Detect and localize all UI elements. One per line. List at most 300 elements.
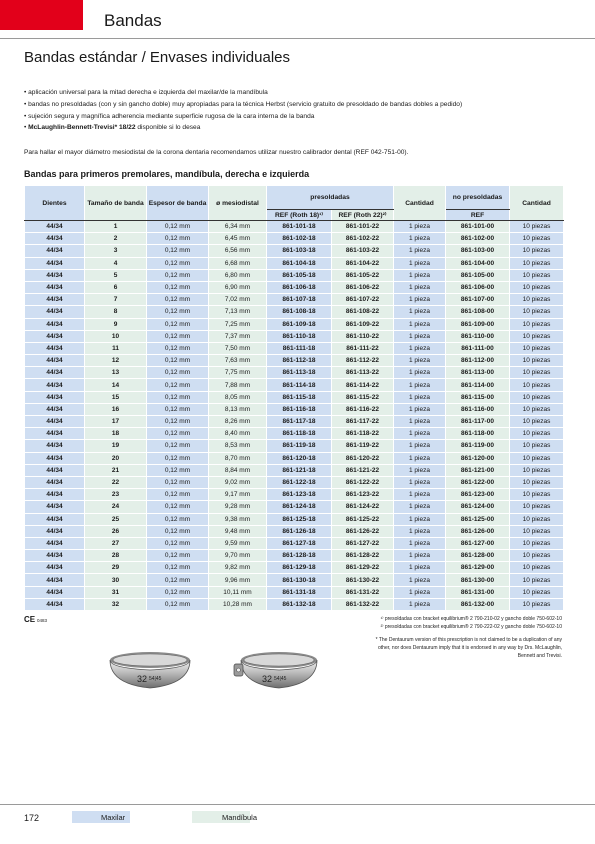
cell-espesor: 0,12 mm [147,318,209,330]
cell-cantidad-2: 10 piezas [510,355,564,367]
cell-cantidad-2: 10 piezas [510,501,564,513]
table-row [25,416,564,428]
cell-diametro: 8,05 mm [209,391,267,403]
cell-ref-roth-22: 861-131-22 [332,586,394,598]
cell-dientes: 44/34 [25,355,85,367]
cell-diametro: 9,82 mm [209,562,267,574]
cell-ref-roth-18: 861-125-18 [267,513,332,525]
cell-espesor: 0,12 mm [147,598,209,610]
cell-ref-roth-22: 861-119-22 [332,440,394,452]
page-title: Bandas [104,11,162,30]
table-row [25,489,564,501]
cell-ref-roth-22: 861-103-22 [332,245,394,257]
cell-ref: 861-108-00 [446,306,510,318]
table-row [25,537,564,549]
cell-cantidad-2: 10 piezas [510,233,564,245]
cell-espesor: 0,12 mm [147,416,209,428]
table-row [25,586,564,598]
cell-cantidad-2: 10 piezas [510,464,564,476]
cell-ref-roth-18: 861-121-18 [267,464,332,476]
cell-cantidad-2: 10 piezas [510,525,564,537]
cell-tamano: 27 [85,537,147,549]
cell-espesor: 0,12 mm [147,306,209,318]
cell-espesor: 0,12 mm [147,281,209,293]
cell-espesor: 0,12 mm [147,355,209,367]
cell-tamano: 23 [85,489,147,501]
cell-cantidad: 1 pieza [394,330,446,342]
cell-ref: 861-121-00 [446,464,510,476]
cell-ref: 861-101-00 [446,221,510,233]
cell-cantidad: 1 pieza [394,513,446,525]
cell-ref-roth-22: 861-128-22 [332,550,394,562]
cell-espesor: 0,12 mm [147,440,209,452]
cell-ref: 861-128-00 [446,550,510,562]
ce-mark: CE [24,615,36,624]
header-cantidad: Cantidad [394,186,446,221]
band-size-label: 32 [262,674,273,684]
cell-dientes: 44/34 [25,416,85,428]
cell-dientes: 44/34 [25,537,85,549]
cell-tamano: 17 [85,416,147,428]
cell-dientes: 44/34 [25,452,85,464]
cell-dientes: 44/34 [25,233,85,245]
legend-label-maxilar: Maxilar [101,813,126,822]
cell-cantidad: 1 pieza [394,281,446,293]
cell-dientes: 44/34 [25,391,85,403]
cell-diametro: 10,28 mm [209,598,267,610]
cell-ref-roth-18: 861-106-18 [267,281,332,293]
cell-cantidad: 1 pieza [394,318,446,330]
cell-espesor: 0,12 mm [147,330,209,342]
cell-ref: 861-112-00 [446,355,510,367]
cell-dientes: 44/34 [25,562,85,574]
cell-dientes: 44/34 [25,501,85,513]
cell-diametro: 8,26 mm [209,416,267,428]
cell-ref-roth-18: 861-123-18 [267,489,332,501]
table-title: Bandas para primeros premolares, mandíbula, derecha e izquierda [24,169,310,179]
cell-tamano: 5 [85,269,147,281]
cell-cantidad-2: 10 piezas [510,537,564,549]
cell-ref-roth-22: 861-130-22 [332,574,394,586]
brand-red-block [0,0,83,30]
cell-dientes: 44/34 [25,464,85,476]
cell-espesor: 0,12 mm [147,476,209,488]
cell-ref: 861-132-00 [446,598,510,610]
cell-cantidad: 1 pieza [394,391,446,403]
cell-ref: 861-120-00 [446,452,510,464]
cell-tamano: 3 [85,245,147,257]
cell-tamano: 22 [85,476,147,488]
cell-ref-roth-18: 861-108-18 [267,306,332,318]
cell-tamano: 10 [85,330,147,342]
cell-diametro: 7,63 mm [209,355,267,367]
cell-ref: 861-129-00 [446,562,510,574]
cell-cantidad: 1 pieza [394,221,446,233]
cell-ref-roth-18: 861-124-18 [267,501,332,513]
cell-cantidad-2: 10 piezas [510,257,564,269]
cell-dientes: 44/34 [25,318,85,330]
table-row [25,294,564,306]
cell-ref-roth-18: 861-110-18 [267,330,332,342]
cell-ref-roth-22: 861-123-22 [332,489,394,501]
cell-cantidad-2: 10 piezas [510,452,564,464]
table-row [25,464,564,476]
cell-cantidad-2: 10 piezas [510,342,564,354]
cell-diametro: 7,75 mm [209,367,267,379]
bands-table [24,185,564,611]
table-row [25,428,564,440]
table-row [25,355,564,367]
table-row [25,257,564,269]
cell-ref-roth-18: 861-111-18 [267,342,332,354]
cell-ref-roth-18: 861-130-18 [267,574,332,586]
cell-cantidad: 1 pieza [394,537,446,549]
cell-ref: 861-111-00 [446,342,510,354]
cell-ref-roth-18: 861-128-18 [267,550,332,562]
cell-tamano: 11 [85,342,147,354]
cell-ref-roth-22: 861-104-22 [332,257,394,269]
cell-ref-roth-22: 861-116-22 [332,403,394,415]
cell-dientes: 44/34 [25,403,85,415]
table-row [25,269,564,281]
cell-tamano: 9 [85,318,147,330]
cell-ref-roth-22: 861-122-22 [332,476,394,488]
cell-ref-roth-22: 861-107-22 [332,294,394,306]
cell-dientes: 44/34 [25,598,85,610]
ce-mark-number: 0483 [37,618,48,623]
cell-ref-roth-22: 861-102-22 [332,233,394,245]
cell-cantidad-2: 10 piezas [510,598,564,610]
bullet-item: • bandas no presoldadas (con y sin gancho doble) muy apropiadas para la técnica Herbst (servicio gratuito de presoldado de bandas dobles a pedido) [24,100,463,108]
table-row [25,598,564,610]
cell-cantidad: 1 pieza [394,476,446,488]
cell-ref-roth-18: 861-116-18 [267,403,332,415]
cell-ref: 861-130-00 [446,574,510,586]
cell-cantidad: 1 pieza [394,586,446,598]
cell-cantidad-2: 10 piezas [510,245,564,257]
cell-diametro: 8,84 mm [209,464,267,476]
cell-cantidad: 1 pieza [394,525,446,537]
cell-ref-roth-22: 861-111-22 [332,342,394,354]
cell-ref-roth-18: 861-107-18 [267,294,332,306]
cell-diametro: 8,70 mm [209,452,267,464]
cell-dientes: 44/34 [25,367,85,379]
cell-tamano: 18 [85,428,147,440]
cell-cantidad-2: 10 piezas [510,367,564,379]
table-row [25,367,564,379]
cell-ref: 861-103-00 [446,245,510,257]
band-image-hooked [232,648,322,694]
cell-ref: 861-124-00 [446,501,510,513]
cell-ref-roth-18: 861-132-18 [267,598,332,610]
cell-tamano: 7 [85,294,147,306]
cell-cantidad: 1 pieza [394,550,446,562]
cell-cantidad-2: 10 piezas [510,306,564,318]
cell-cantidad: 1 pieza [394,598,446,610]
cell-dientes: 44/34 [25,525,85,537]
cell-ref-roth-18: 861-115-18 [267,391,332,403]
cell-ref-roth-18: 861-120-18 [267,452,332,464]
cell-cantidad-2: 10 piezas [510,562,564,574]
cell-cantidad: 1 pieza [394,440,446,452]
cell-espesor: 0,12 mm [147,221,209,233]
cell-ref-roth-22: 861-126-22 [332,525,394,537]
cell-ref-roth-18: 861-118-18 [267,428,332,440]
cell-dientes: 44/34 [25,513,85,525]
cell-cantidad: 1 pieza [394,269,446,281]
header-no-presoldadas: no presoldadas [446,186,510,210]
cell-ref-roth-18: 861-101-18 [267,221,332,233]
cell-tamano: 4 [85,257,147,269]
table-row [25,330,564,342]
cell-cantidad: 1 pieza [394,416,446,428]
table-row [25,562,564,574]
cell-ref-roth-22: 861-117-22 [332,416,394,428]
cell-diametro: 8,53 mm [209,440,267,452]
header-cantidad-2: Cantidad [510,186,564,221]
cell-ref: 861-116-00 [446,403,510,415]
bullet-text: disponible si lo desea [135,124,201,132]
table-row [25,221,564,233]
footer-divider [0,804,595,805]
cell-ref-roth-18: 861-105-18 [267,269,332,281]
cell-cantidad: 1 pieza [394,562,446,574]
header-divider [0,38,595,39]
cell-ref-roth-18: 861-104-18 [267,257,332,269]
cell-ref-roth-18: 861-113-18 [267,367,332,379]
header-dientes: Dientes [25,186,85,221]
cell-ref-roth-22: 861-132-22 [332,598,394,610]
header-tamano: Tamaño de banda [85,186,147,221]
cell-ref: 861-122-00 [446,476,510,488]
cell-espesor: 0,12 mm [147,525,209,537]
cell-cantidad-2: 10 piezas [510,281,564,293]
cell-cantidad-2: 10 piezas [510,269,564,281]
cell-cantidad: 1 pieza [394,574,446,586]
cell-diametro: 9,59 mm [209,537,267,549]
cell-diametro: 7,25 mm [209,318,267,330]
cell-cantidad: 1 pieza [394,257,446,269]
cell-ref-roth-18: 861-122-18 [267,476,332,488]
cell-tamano: 15 [85,391,147,403]
cell-dientes: 44/34 [25,476,85,488]
cell-cantidad-2: 10 piezas [510,294,564,306]
cell-diametro: 9,70 mm [209,550,267,562]
cell-dientes: 44/34 [25,489,85,501]
cell-espesor: 0,12 mm [147,342,209,354]
cell-diametro: 7,88 mm [209,379,267,391]
legend-label-mandibula: Mandíbula [222,813,258,822]
cell-cantidad: 1 pieza [394,403,446,415]
cell-dientes: 44/34 [25,257,85,269]
cell-cantidad: 1 pieza [394,452,446,464]
header-ref: REF [446,210,510,221]
header-ref-roth-18: REF (Roth 18)¹⁾ [267,210,332,221]
cell-espesor: 0,12 mm [147,403,209,415]
cell-diametro: 8,40 mm [209,428,267,440]
cell-cantidad-2: 10 piezas [510,574,564,586]
cell-cantidad-2: 10 piezas [510,403,564,415]
cell-ref: 861-113-00 [446,367,510,379]
cell-ref-roth-22: 861-105-22 [332,269,394,281]
cell-ref-roth-18: 861-114-18 [267,379,332,391]
cell-cantidad-2: 10 piezas [510,428,564,440]
cell-cantidad: 1 pieza [394,501,446,513]
cell-dientes: 44/34 [25,379,85,391]
cell-ref: 861-118-00 [446,428,510,440]
cell-cantidad-2: 10 piezas [510,416,564,428]
cell-cantidad: 1 pieza [394,367,446,379]
cell-dientes: 44/34 [25,269,85,281]
cell-ref-roth-18: 861-102-18 [267,233,332,245]
cell-diametro: 8,13 mm [209,403,267,415]
cell-ref: 861-119-00 [446,440,510,452]
cell-ref-roth-18: 861-117-18 [267,416,332,428]
cell-cantidad: 1 pieza [394,245,446,257]
table-row [25,440,564,452]
cell-tamano: 32 [85,598,147,610]
cell-espesor: 0,12 mm [147,550,209,562]
table-row [25,501,564,513]
cell-cantidad-2: 10 piezas [510,221,564,233]
cell-cantidad-2: 10 piezas [510,476,564,488]
band-image-plain [105,648,195,694]
cell-tamano: 12 [85,355,147,367]
cell-diametro: 6,34 mm [209,221,267,233]
cell-espesor: 0,12 mm [147,391,209,403]
cell-tamano: 31 [85,586,147,598]
bullet-item [24,122,462,134]
table-row [25,245,564,257]
band-size-label: 32 [137,674,148,684]
cell-tamano: 24 [85,501,147,513]
cell-ref-roth-22: 861-110-22 [332,330,394,342]
cell-espesor: 0,12 mm [147,574,209,586]
section-title: Bandas estándar / Envases individuales [24,49,291,66]
cell-cantidad-2: 10 piezas [510,330,564,342]
bullet-bold-text: McLaughlin-Bennett-Trevisi* 18/22 [28,124,136,132]
cell-cantidad: 1 pieza [394,355,446,367]
cell-ref-roth-22: 861-121-22 [332,464,394,476]
cell-tamano: 29 [85,562,147,574]
cell-tamano: 8 [85,306,147,318]
cell-cantidad: 1 pieza [394,489,446,501]
cell-ref: 861-123-00 [446,489,510,501]
cell-cantidad-2: 10 piezas [510,379,564,391]
cell-diametro: 6,68 mm [209,257,267,269]
cell-ref-roth-18: 861-109-18 [267,318,332,330]
table-row [25,452,564,464]
cell-ref: 861-114-00 [446,379,510,391]
cell-ref: 861-110-00 [446,330,510,342]
header-diametro: ø mesiodistal [209,186,267,221]
cell-dientes: 44/34 [25,221,85,233]
cell-tamano: 14 [85,379,147,391]
cell-ref: 861-107-00 [446,294,510,306]
cell-cantidad-2: 10 piezas [510,586,564,598]
table-row [25,318,564,330]
cell-cantidad: 1 pieza [394,428,446,440]
cell-espesor: 0,12 mm [147,464,209,476]
table-row [25,379,564,391]
table-body [25,221,564,611]
cell-ref-roth-22: 861-129-22 [332,562,394,574]
bullet-item: • sujeción segura y magnífica adherencia mediante superficie rugosa de la cara interna de la banda [24,112,315,120]
cell-espesor: 0,12 mm [147,452,209,464]
header-ref-roth-22: REF (Roth 22)²⁾ [332,210,394,221]
cell-diametro: 6,45 mm [209,233,267,245]
cell-espesor: 0,12 mm [147,294,209,306]
cell-tamano: 6 [85,281,147,293]
cell-espesor: 0,12 mm [147,489,209,501]
cell-diametro: 9,96 mm [209,574,267,586]
cell-ref-roth-18: 861-129-18 [267,562,332,574]
cell-ref-roth-22: 861-106-22 [332,281,394,293]
table-row [25,342,564,354]
cell-ref-roth-22: 861-101-22 [332,221,394,233]
cell-tamano: 16 [85,403,147,415]
cell-dientes: 44/34 [25,574,85,586]
cell-espesor: 0,12 mm [147,379,209,391]
cell-tamano: 21 [85,464,147,476]
cell-dientes: 44/34 [25,440,85,452]
cell-dientes: 44/34 [25,428,85,440]
cell-cantidad: 1 pieza [394,379,446,391]
cell-diametro: 9,48 mm [209,525,267,537]
cell-espesor: 0,12 mm [147,233,209,245]
cell-cantidad-2: 10 piezas [510,391,564,403]
cell-ref-roth-18: 861-126-18 [267,525,332,537]
cell-ref: 861-104-00 [446,257,510,269]
table-row [25,525,564,537]
cell-diametro: 9,02 mm [209,476,267,488]
cell-espesor: 0,12 mm [147,257,209,269]
table-row [25,550,564,562]
cell-ref-roth-18: 861-131-18 [267,586,332,598]
cell-ref: 861-125-00 [446,513,510,525]
footnotes [381,615,562,631]
cell-ref-roth-18: 861-127-18 [267,537,332,549]
cell-cantidad: 1 pieza [394,342,446,354]
cell-cantidad: 1 pieza [394,233,446,245]
cell-ref-roth-18: 861-112-18 [267,355,332,367]
cell-ref-roth-18: 861-119-18 [267,440,332,452]
cell-ref-roth-18: 861-103-18 [267,245,332,257]
cell-ref: 861-102-00 [446,233,510,245]
cell-diametro: 6,56 mm [209,245,267,257]
cell-ref-roth-22: 861-115-22 [332,391,394,403]
cell-dientes: 44/34 [25,330,85,342]
cell-dientes: 44/34 [25,306,85,318]
cell-dientes: 44/34 [25,245,85,257]
table-row [25,476,564,488]
cell-dientes: 44/34 [25,342,85,354]
cell-ref-roth-22: 861-114-22 [332,379,394,391]
table-row [25,391,564,403]
cell-tamano: 1 [85,221,147,233]
cell-dientes: 44/34 [25,586,85,598]
cell-dientes: 44/34 [25,281,85,293]
cell-cantidad-2: 10 piezas [510,440,564,452]
cell-ref-roth-22: 861-124-22 [332,501,394,513]
disclaimer-text: * The Dentaurum version of this prescription is not claimed to be a duplication of any other, nor does Dentaurum imply that it is endorsed in any way by Drs. McLaughlin, Bennett and Trevisi. [375,637,562,660]
cell-cantidad: 1 pieza [394,464,446,476]
table-row [25,403,564,415]
cell-diametro: 6,90 mm [209,281,267,293]
header-presoldadas: presoldadas [267,186,394,210]
footnote-1: ¹⁾ presoldadas con bracket equilibrium® 2 790-210-02 y gancho doble 750-602-10 [380,616,562,622]
cell-espesor: 0,12 mm [147,586,209,598]
